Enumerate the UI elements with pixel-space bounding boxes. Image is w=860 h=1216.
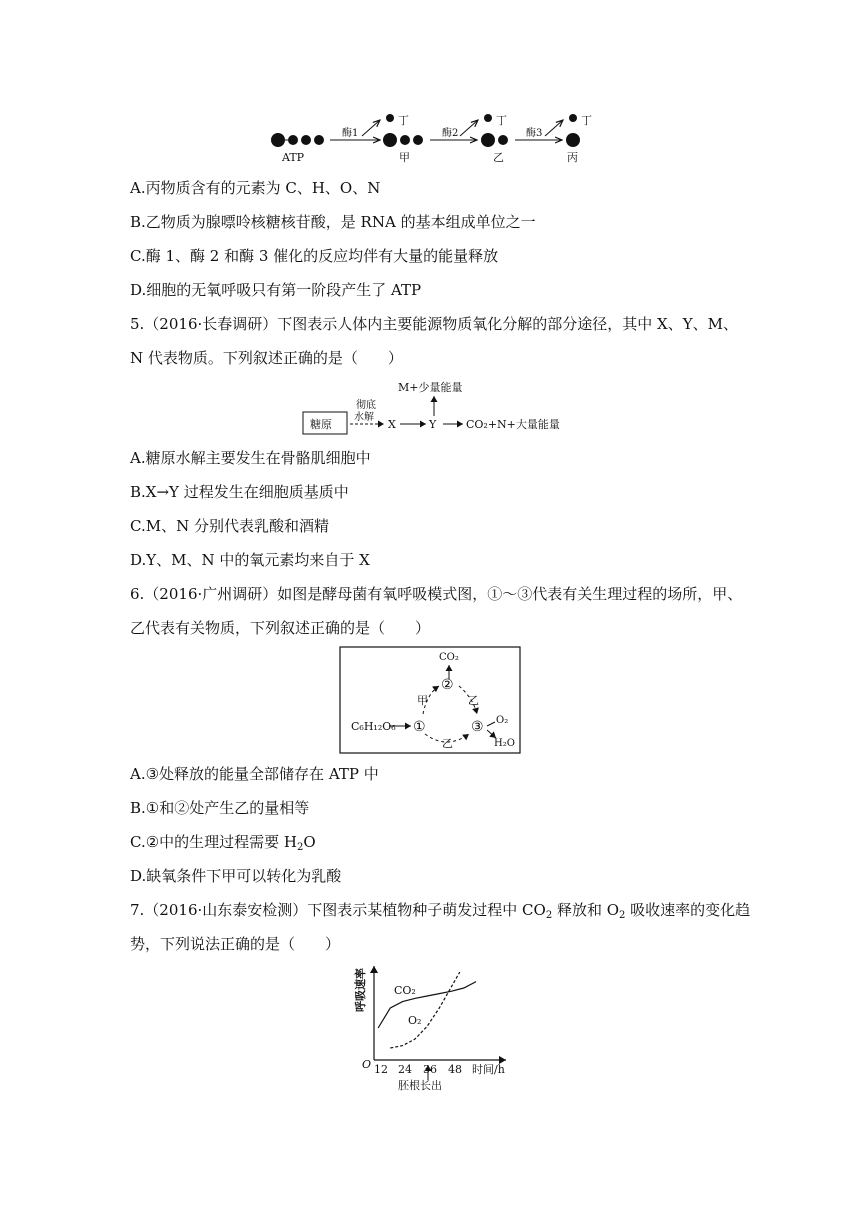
q6-option-c-sub: 2 <box>297 842 304 853</box>
x-tick-12: 12 <box>374 1063 388 1076</box>
q4-option-d: D.细胞的无氧呼吸只有第一阶段产生了 ATP <box>130 281 422 299</box>
q4-option-c: C.酶 1、酶 2 和酶 3 催化的反应均伴有大量的能量释放 <box>130 247 499 265</box>
q6-option-b: B.①和②处产生乙的量相等 <box>130 799 310 817</box>
bing-label: 丙 <box>567 151 578 164</box>
o2-series-label: O₂ <box>408 1014 422 1027</box>
co2-series-line <box>378 982 476 1028</box>
m-energy-label: M+少量能量 <box>398 381 463 394</box>
q5-stem-line2: N 代表物质。下列叙述正确的是（ ） <box>130 349 403 367</box>
enzyme1-label: 酶1 <box>342 128 359 139</box>
bing-molecule <box>566 133 580 147</box>
q6-option-d: D.缺氧条件下甲可以转化为乳酸 <box>130 867 342 885</box>
jia-molecule <box>383 133 423 147</box>
x-tick-24: 24 <box>398 1063 412 1076</box>
enzyme2-label: 酶2 <box>442 128 459 139</box>
x-label: X <box>388 418 396 431</box>
atp-label: ATP <box>282 151 305 164</box>
q6-stem-line2: 乙代表有关物质，下列叙述正确的是（ ） <box>130 619 431 637</box>
glycogen-label: 糖原 <box>310 418 332 431</box>
q5-option-c: C.M、N 分别代表乳酸和酒精 <box>130 517 329 535</box>
condition-top: 彻底 <box>356 400 376 411</box>
enzyme3-label: 酶3 <box>526 128 543 139</box>
q6-option-c-pre: C.②中的生理过程需要 H <box>130 833 298 851</box>
site1-label: ① <box>413 719 426 735</box>
figure-frame <box>340 647 520 753</box>
root-emergence-label: 胚根长出 <box>398 1079 442 1092</box>
q5-option-b: B.X→Y 过程发生在细胞质基质中 <box>130 483 349 501</box>
site2-label: ② <box>441 677 454 693</box>
q6-stem-line1: 6.（2016·广州调研）如图是酵母菌有氧呼吸模式图，①～③代表有关生理过程的场所，甲、 <box>130 585 743 603</box>
q7-stem-a: 7.（2016·山东泰安检测）下图表示某植物种子萌发过程中 CO <box>130 901 546 919</box>
glucose-label: C₆H₁₂O₆ <box>351 720 396 733</box>
origin-label: O <box>362 1058 372 1071</box>
jia-label: 甲 <box>417 694 428 707</box>
atp-molecule <box>271 133 324 147</box>
q4-option-a: A.丙物质含有的元素为 C、H、O、N <box>130 179 381 197</box>
q5-option-a: A.糖原水解主要发生在骨骼肌细胞中 <box>130 449 371 467</box>
condition-bottom: 水解 <box>354 412 374 423</box>
q5-option-d: D.Y、M、N 中的氧元素均来自于 X <box>130 551 370 569</box>
q7-stem-c: 吸收速率的变化趋 <box>625 901 751 919</box>
ding-label-3: 丁 <box>581 114 592 127</box>
co2-label: CO₂ <box>439 652 459 663</box>
ding-label-2: 丁 <box>496 114 507 127</box>
site3-label: ③ <box>471 719 484 735</box>
q5-stem-line1: 5.（2016·长春调研）下图表示人体内主要能源物质氧化分解的部分途径，其中 X、Y、M、 <box>130 315 738 333</box>
o2-label: O₂ <box>496 715 509 726</box>
yi-molecule <box>481 133 508 147</box>
co2-energy-label: CO₂+N+大量能量 <box>466 418 560 431</box>
x-tick-36: 36 <box>423 1063 437 1076</box>
q6-option-c-post: O <box>303 833 316 851</box>
yeast-respiration-figure <box>339 646 521 756</box>
jia-label: 甲 <box>399 151 410 164</box>
h2o-label: H₂O <box>494 738 515 749</box>
yi-top-label: 乙 <box>468 694 479 707</box>
q7-stem-line1 <box>130 900 750 920</box>
q6-option-c <box>130 832 316 852</box>
q7-stem-sub2: 2 <box>619 910 626 921</box>
x-tick-48: 48 <box>448 1063 462 1076</box>
q7-stem-line2: 势，下列说法正确的是（ ） <box>130 935 341 953</box>
yi-label: 乙 <box>493 151 504 164</box>
q6-option-a: A.③处释放的能量全部储存在 ATP 中 <box>130 765 379 783</box>
atp-hydrolysis-figure <box>262 108 602 170</box>
ding-label-1: 丁 <box>398 114 409 127</box>
glycogen-pathway-figure <box>290 380 580 440</box>
co2-series-label: CO₂ <box>394 984 416 997</box>
respiration-rate-chart <box>350 962 510 1092</box>
yi-bottom-label: 乙 <box>442 737 453 750</box>
q7-stem-b: 释放和 O <box>552 901 620 919</box>
y-axis-label: 呼吸速率 <box>354 968 367 1012</box>
q7-stem-sub1: 2 <box>545 910 553 921</box>
x-axis-label: 时间/h <box>472 1063 505 1076</box>
q4-option-b: B.乙物质为腺嘌呤核糖核苷酸，是 RNA 的基本组成单位之一 <box>130 213 536 231</box>
y-label: Y <box>429 418 437 431</box>
